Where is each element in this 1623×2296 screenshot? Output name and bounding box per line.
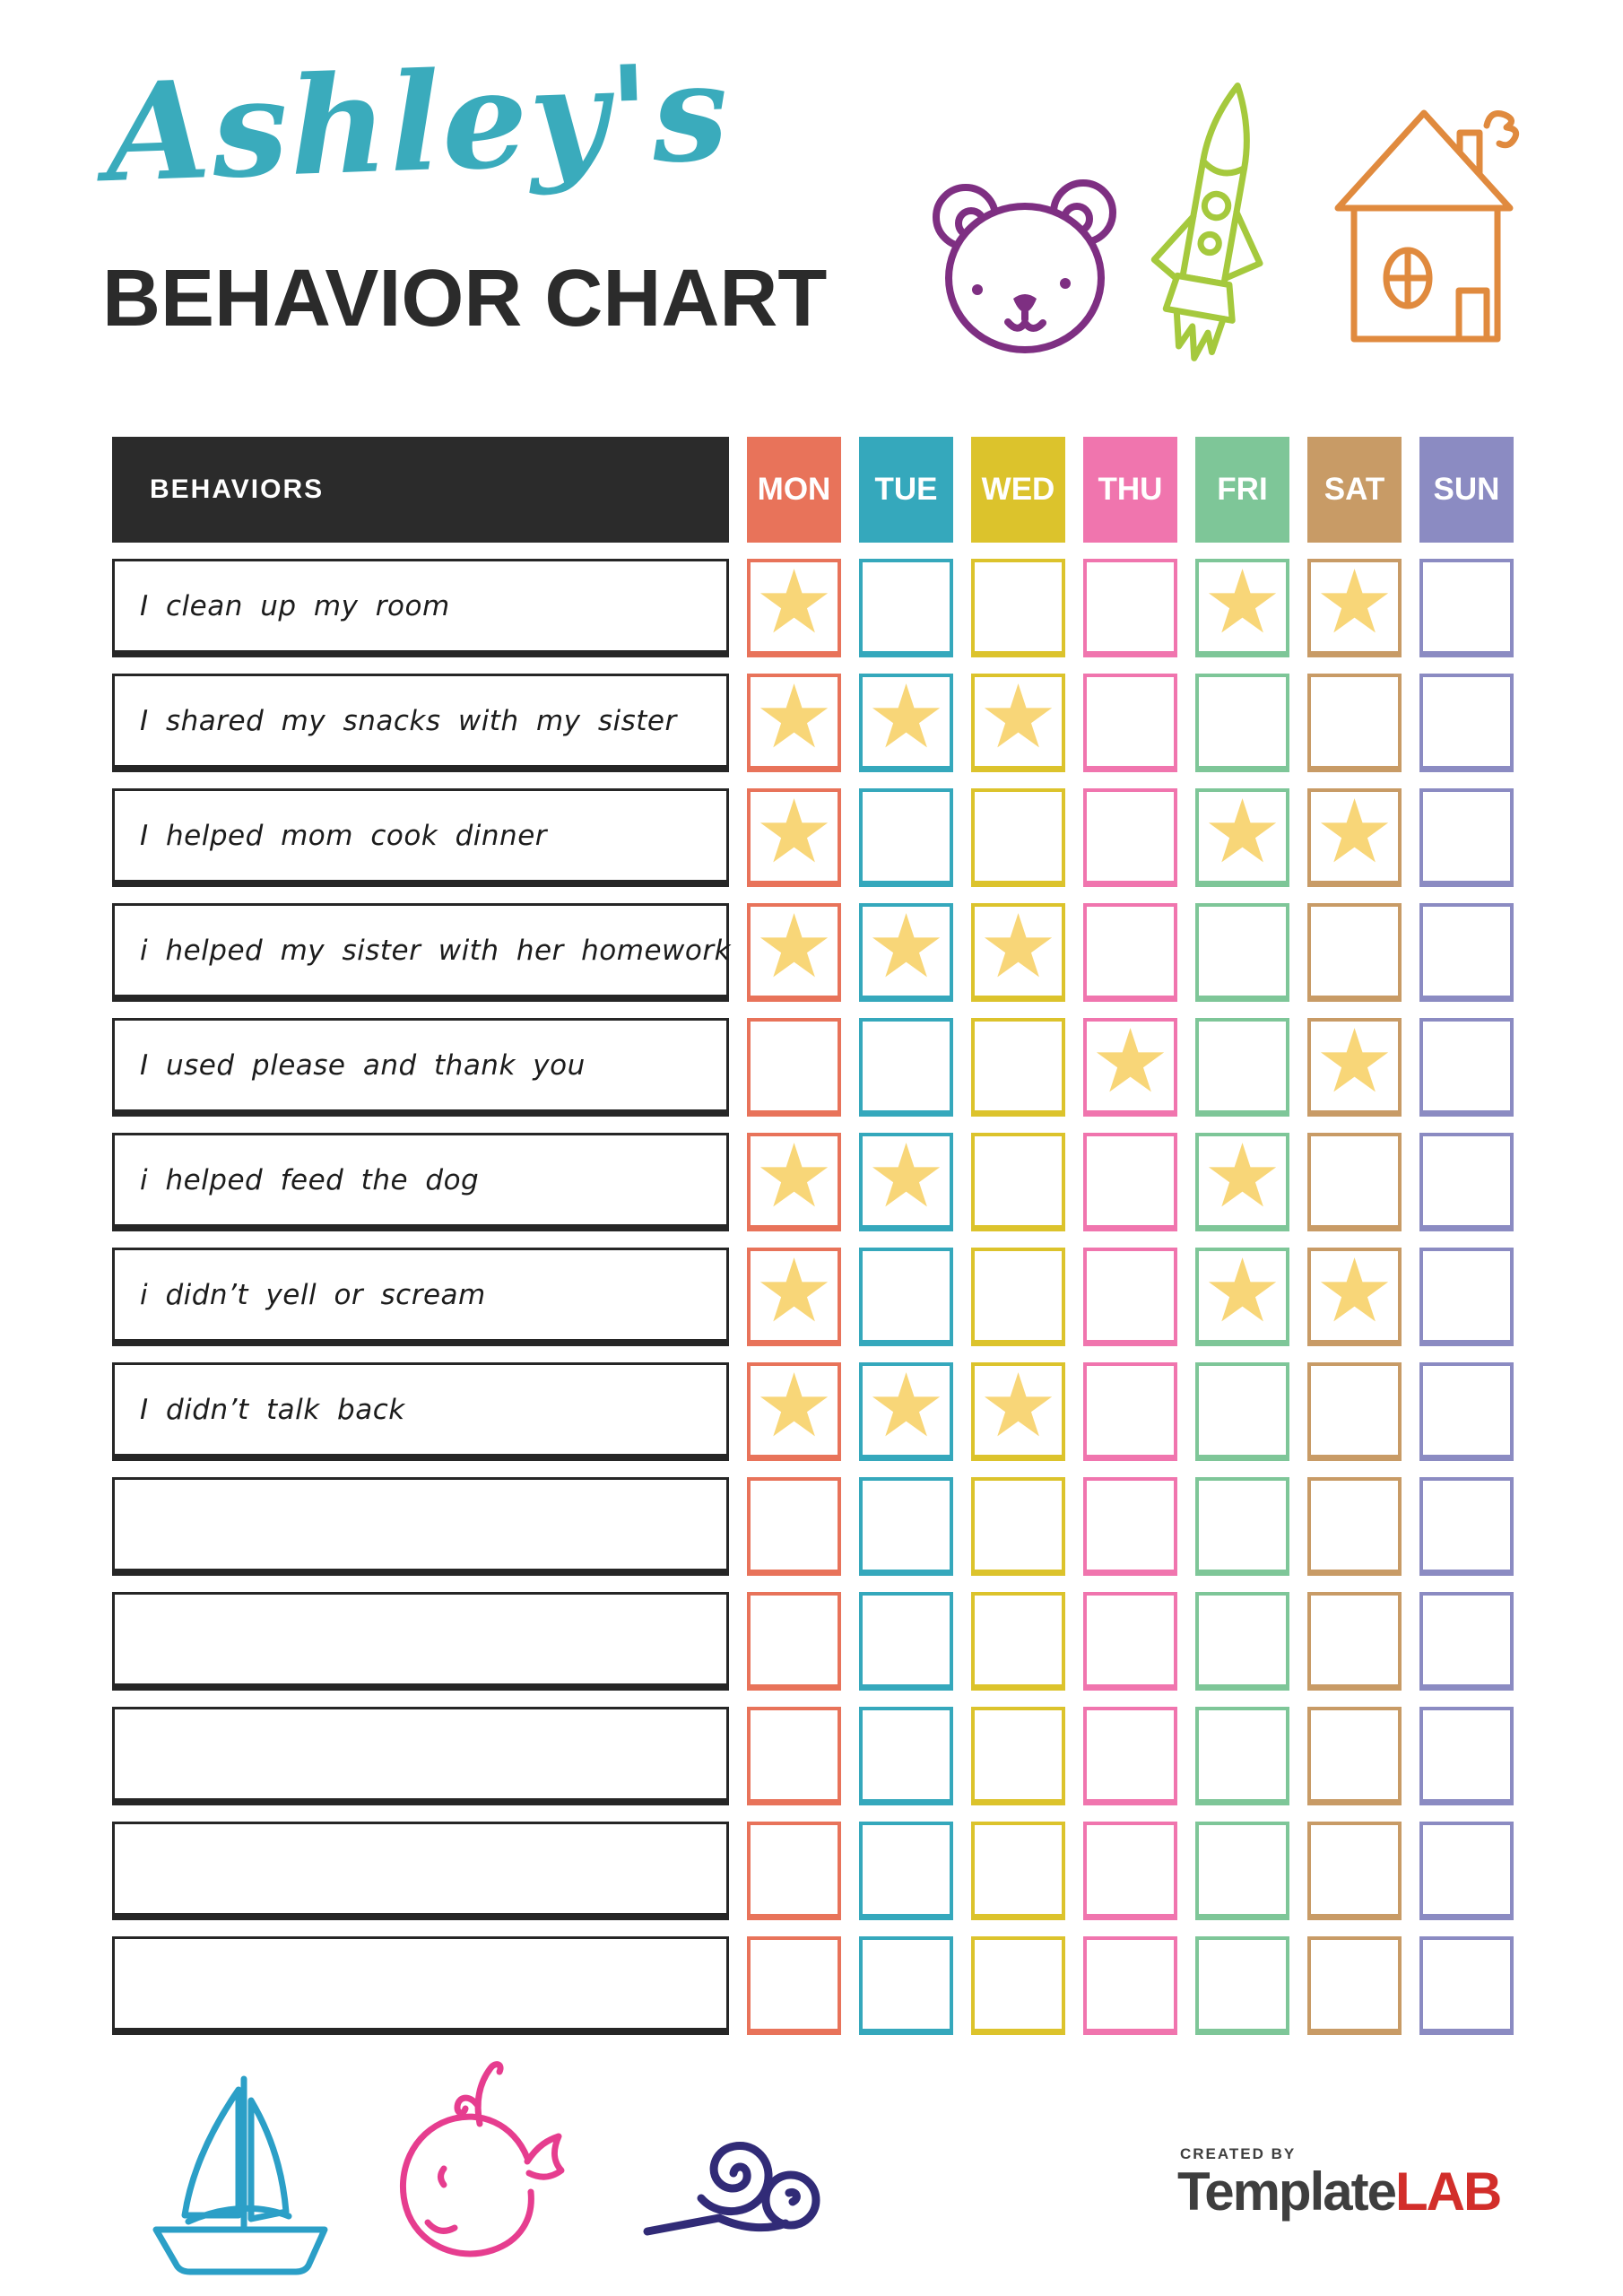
- behavior-row-label-4: i helped my sister with her homework: [112, 903, 729, 1002]
- day-cell-sat-row-3[interactable]: [1307, 781, 1402, 887]
- day-cell-fri-row-1[interactable]: [1195, 552, 1289, 657]
- day-cell-mon-row-12[interactable]: [747, 1822, 841, 1920]
- day-cell-mon-row-1[interactable]: [747, 552, 841, 657]
- day-cell-sat-row-11[interactable]: [1307, 1707, 1402, 1805]
- star-icon: ★: [754, 896, 834, 999]
- day-cell-thu-row-4[interactable]: [1083, 903, 1177, 1002]
- star-icon: ★: [1202, 1126, 1282, 1229]
- day-cell-tue-row-1[interactable]: [859, 559, 953, 657]
- day-cell-sun-row-5[interactable]: [1419, 1018, 1514, 1117]
- day-cell-sun-row-2[interactable]: [1419, 674, 1514, 772]
- star-icon: ★: [1202, 781, 1282, 884]
- logo-brand-template: Template: [1177, 2161, 1395, 2222]
- day-cell-thu-row-11[interactable]: [1083, 1707, 1177, 1805]
- day-cell-sun-row-12[interactable]: [1419, 1822, 1514, 1920]
- day-cell-fri-row-13[interactable]: [1195, 1936, 1289, 2035]
- star-icon: ★: [866, 666, 946, 770]
- day-cell-wed-row-3[interactable]: [971, 788, 1065, 887]
- day-cell-sun-row-4[interactable]: [1419, 903, 1514, 1002]
- day-cell-wed-row-12[interactable]: [971, 1822, 1065, 1920]
- day-header-cell-mon: MON: [747, 437, 841, 543]
- day-cell-sat-row-4[interactable]: [1307, 903, 1402, 1002]
- day-header-cell-tue: TUE: [859, 437, 953, 543]
- day-cell-fri-row-2[interactable]: [1195, 674, 1289, 772]
- behavior-table: [112, 437, 1514, 2035]
- day-cell-sun-row-9[interactable]: [1419, 1477, 1514, 1576]
- house-icon: [1325, 99, 1530, 363]
- star-icon: ★: [754, 1126, 834, 1229]
- star-icon: ★: [754, 666, 834, 770]
- behavior-row-label-13[interactable]: [112, 1936, 729, 2035]
- day-cell-sat-row-10[interactable]: [1307, 1592, 1402, 1691]
- day-cell-tue-row-13[interactable]: [859, 1936, 953, 2035]
- day-cell-tue-row-5[interactable]: [859, 1018, 953, 1117]
- logo-brand-lab: LAB: [1394, 2161, 1501, 2222]
- behavior-row-label-3: I helped mom cook dinner: [112, 788, 729, 887]
- day-header-cell-wed: WED: [971, 437, 1065, 543]
- behavior-row-label-6: i helped feed the dog: [112, 1133, 729, 1231]
- star-icon: ★: [978, 666, 1058, 770]
- day-cell-fri-row-7[interactable]: [1195, 1240, 1289, 1346]
- day-cell-wed-row-13[interactable]: [971, 1936, 1065, 2035]
- day-cell-tue-row-9[interactable]: [859, 1477, 953, 1576]
- day-cell-fri-row-11[interactable]: [1195, 1707, 1289, 1805]
- page-title: BEHAVIOR CHART: [102, 254, 828, 344]
- sailboat-icon: [143, 2063, 336, 2278]
- day-header-cell-sat: SAT: [1307, 437, 1402, 543]
- day-cell-fri-row-4[interactable]: [1195, 903, 1289, 1002]
- day-cell-wed-row-11[interactable]: [971, 1707, 1065, 1805]
- day-cell-sat-row-12[interactable]: [1307, 1822, 1402, 1920]
- day-cell-thu-row-13[interactable]: [1083, 1936, 1177, 2035]
- day-cell-sun-row-6[interactable]: [1419, 1133, 1514, 1231]
- day-cell-sat-row-6[interactable]: [1307, 1133, 1402, 1231]
- day-cell-sat-row-2[interactable]: [1307, 674, 1402, 772]
- star-icon: ★: [754, 781, 834, 884]
- logo-created-by: CREATED BY: [1180, 2145, 1297, 2162]
- day-cell-tue-row-6[interactable]: [859, 1126, 953, 1231]
- day-cell-tue-row-11[interactable]: [859, 1707, 953, 1805]
- day-cell-wed-row-10[interactable]: [971, 1592, 1065, 1691]
- behavior-row-label-10[interactable]: [112, 1592, 729, 1691]
- templatelab-logo: [1177, 2145, 1501, 2222]
- day-cell-mon-row-9[interactable]: [747, 1477, 841, 1576]
- day-cell-sun-row-13[interactable]: [1419, 1936, 1514, 2035]
- day-cell-fri-row-6[interactable]: [1195, 1126, 1289, 1231]
- day-cell-mon-row-8[interactable]: [747, 1355, 841, 1461]
- day-cell-fri-row-9[interactable]: [1195, 1477, 1289, 1576]
- day-cell-sat-row-1[interactable]: [1307, 552, 1402, 657]
- day-cell-thu-row-8[interactable]: [1083, 1362, 1177, 1461]
- star-icon: ★: [866, 1355, 946, 1458]
- day-cell-sat-row-5[interactable]: [1307, 1011, 1402, 1117]
- page-title-name: Ashley's: [103, 32, 733, 213]
- day-cell-thu-row-7[interactable]: [1083, 1248, 1177, 1346]
- day-cell-fri-row-5[interactable]: [1195, 1018, 1289, 1117]
- behavior-row-label-2: I shared my snacks with my sister: [112, 674, 729, 772]
- day-cell-wed-row-1[interactable]: [971, 559, 1065, 657]
- day-cell-thu-row-5[interactable]: [1083, 1011, 1177, 1117]
- day-cell-wed-row-2[interactable]: [971, 666, 1065, 772]
- day-cell-thu-row-9[interactable]: [1083, 1477, 1177, 1576]
- behavior-row-label-7: i didn’t yell or scream: [112, 1248, 729, 1346]
- day-cell-wed-row-5[interactable]: [971, 1018, 1065, 1117]
- star-icon: ★: [1315, 552, 1394, 655]
- star-icon: ★: [1315, 1011, 1394, 1114]
- day-cell-thu-row-12[interactable]: [1083, 1822, 1177, 1920]
- rocket-icon: [1118, 66, 1307, 387]
- day-cell-wed-row-7[interactable]: [971, 1248, 1065, 1346]
- day-cell-tue-row-7[interactable]: [859, 1248, 953, 1346]
- day-cell-thu-row-2[interactable]: [1083, 674, 1177, 772]
- day-header-cell-sun: SUN: [1419, 437, 1514, 543]
- day-cell-sun-row-10[interactable]: [1419, 1592, 1514, 1691]
- day-cell-wed-row-9[interactable]: [971, 1477, 1065, 1576]
- day-cell-tue-row-8[interactable]: [859, 1355, 953, 1461]
- star-icon: ★: [1090, 1011, 1170, 1114]
- day-cell-mon-row-7[interactable]: [747, 1240, 841, 1346]
- day-cell-tue-row-4[interactable]: [859, 896, 953, 1002]
- day-cell-fri-row-10[interactable]: [1195, 1592, 1289, 1691]
- day-cell-wed-row-8[interactable]: [971, 1355, 1065, 1461]
- day-cell-thu-row-3[interactable]: [1083, 788, 1177, 887]
- star-icon: ★: [866, 896, 946, 999]
- logo-brand: [1177, 2161, 1501, 2222]
- star-icon: ★: [754, 1240, 834, 1344]
- star-icon: ★: [1315, 1240, 1394, 1344]
- day-cell-wed-row-4[interactable]: [971, 896, 1065, 1002]
- day-cell-mon-row-10[interactable]: [747, 1592, 841, 1691]
- behaviors-header-cell: BEHAVIORS: [112, 437, 729, 543]
- star-icon: ★: [754, 1355, 834, 1458]
- star-icon: ★: [1202, 1240, 1282, 1344]
- day-cell-tue-row-2[interactable]: [859, 666, 953, 772]
- day-header-cell-fri: FRI: [1195, 437, 1289, 543]
- day-cell-sun-row-3[interactable]: [1419, 788, 1514, 887]
- behavior-row-label-5: I used please and thank you: [112, 1018, 729, 1117]
- behavior-row-label-11[interactable]: [112, 1707, 729, 1805]
- day-cell-mon-row-5[interactable]: [747, 1018, 841, 1117]
- day-cell-mon-row-4[interactable]: [747, 896, 841, 1002]
- day-cell-sat-row-8[interactable]: [1307, 1362, 1402, 1461]
- day-cell-mon-row-3[interactable]: [747, 781, 841, 887]
- star-icon: ★: [866, 1126, 946, 1229]
- day-cell-fri-row-12[interactable]: [1195, 1822, 1289, 1920]
- day-cell-sun-row-1[interactable]: [1419, 559, 1514, 657]
- star-icon: ★: [1202, 552, 1282, 655]
- day-cell-wed-row-6[interactable]: [971, 1133, 1065, 1231]
- behavior-row-label-1: I clean up my room: [112, 559, 729, 657]
- day-cell-sat-row-13[interactable]: [1307, 1936, 1402, 2035]
- day-cell-sun-row-7[interactable]: [1419, 1248, 1514, 1346]
- day-cell-mon-row-11[interactable]: [747, 1707, 841, 1805]
- day-cell-thu-row-10[interactable]: [1083, 1592, 1177, 1691]
- behavior-row-label-9[interactable]: [112, 1477, 729, 1576]
- day-header-cell-thu: THU: [1083, 437, 1177, 543]
- day-cell-tue-row-12[interactable]: [859, 1822, 953, 1920]
- day-cell-mon-row-13[interactable]: [747, 1936, 841, 2035]
- day-cell-mon-row-2[interactable]: [747, 666, 841, 772]
- star-icon: ★: [978, 896, 1058, 999]
- star-icon: ★: [754, 552, 834, 655]
- bear-icon: [924, 166, 1125, 359]
- star-icon: ★: [978, 1355, 1058, 1458]
- day-cell-sun-row-8[interactable]: [1419, 1362, 1514, 1461]
- day-cell-thu-row-1[interactable]: [1083, 559, 1177, 657]
- day-cell-fri-row-3[interactable]: [1195, 781, 1289, 887]
- behavior-row-label-12[interactable]: [112, 1822, 729, 1920]
- day-cell-sat-row-9[interactable]: [1307, 1477, 1402, 1576]
- day-cell-thu-row-6[interactable]: [1083, 1133, 1177, 1231]
- day-cell-mon-row-6[interactable]: [747, 1126, 841, 1231]
- day-cell-sun-row-11[interactable]: [1419, 1707, 1514, 1805]
- day-cell-fri-row-8[interactable]: [1195, 1362, 1289, 1461]
- star-icon: ★: [1315, 781, 1394, 884]
- day-cell-tue-row-10[interactable]: [859, 1592, 953, 1691]
- behavior-row-label-8: I didn’t talk back: [112, 1362, 729, 1461]
- whale-icon: [381, 2054, 578, 2269]
- day-cell-sat-row-7[interactable]: [1307, 1240, 1402, 1346]
- day-cell-tue-row-3[interactable]: [859, 788, 953, 887]
- snail-icon: [637, 2112, 829, 2251]
